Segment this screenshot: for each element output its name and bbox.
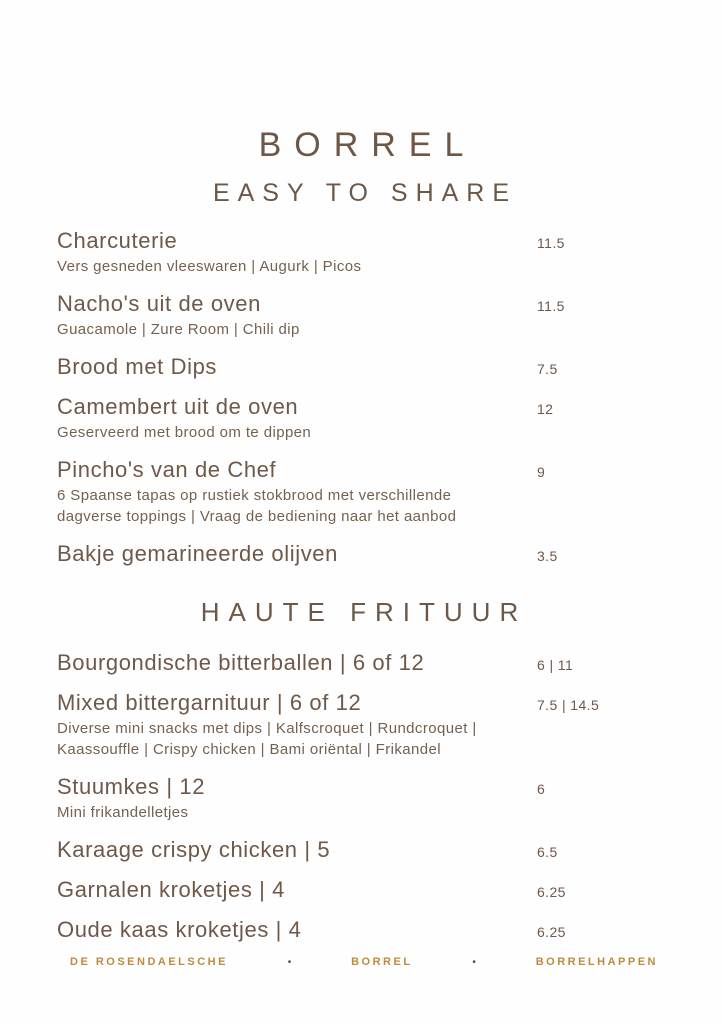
item-main	[57, 541, 537, 567]
item-description: Guacamole | Zure Room | Chili dip	[57, 321, 300, 338]
menu-item	[57, 877, 662, 903]
menu-item	[57, 354, 662, 380]
item-description: Diverse mini snacks met dips | Kalfscroquet | Rundcroquet | Kaassouffle | Crispy chicken | Bami oriëntal | Frikandel	[57, 720, 477, 758]
item-main	[57, 877, 537, 903]
item-name: Camembert uit de oven	[57, 394, 299, 419]
section-heading: HAUTE FRITUUR	[200, 597, 528, 627]
item-price: 11.5	[537, 235, 565, 251]
item-price: 11.5	[537, 298, 565, 314]
item-main	[57, 457, 537, 527]
footer-brand: DE ROSENDAELSCHE	[70, 956, 228, 968]
item-main	[57, 690, 537, 760]
item-name: Nacho's uit de oven	[57, 291, 261, 316]
item-price: 6.25	[537, 884, 566, 900]
item-name: Charcuterie	[57, 228, 178, 253]
item-name: Brood met Dips	[57, 354, 218, 379]
menu-item	[57, 774, 662, 823]
item-price: 7.5 | 14.5	[537, 697, 600, 713]
item-main	[57, 650, 537, 676]
footer-menu-name: BORREL	[351, 956, 413, 968]
section-haute-frituur	[57, 597, 662, 943]
menu-item	[57, 837, 662, 863]
item-description: 6 Spaanse tapas op rustiek stokbrood met verschillende dagverse toppings | Vraag de bediening naar het aanbod	[57, 487, 457, 525]
item-name: Oude kaas kroketjes | 4	[57, 917, 302, 942]
item-main	[57, 774, 537, 823]
item-main	[57, 228, 537, 277]
item-price: 9	[537, 464, 546, 480]
item-main	[57, 394, 537, 443]
menu-item	[57, 291, 662, 340]
menu-body	[0, 208, 722, 943]
item-price: 7.5	[537, 361, 558, 377]
item-main	[57, 354, 537, 380]
item-name: Stuumkes | 12	[57, 774, 206, 799]
item-price: 6 | 11	[537, 657, 574, 673]
item-price: 6.25	[537, 924, 566, 940]
page-title: BORREL	[258, 126, 477, 164]
item-description: Mini frikandelletjes	[57, 804, 189, 821]
menu-footer	[0, 956, 722, 968]
menu-item	[57, 457, 662, 527]
item-name: Karaage crispy chicken | 5	[57, 837, 331, 862]
menu-item	[57, 541, 662, 567]
section-easy-to-share	[57, 228, 662, 567]
menu-item	[57, 650, 662, 676]
item-name: Pincho's van de Chef	[57, 457, 277, 482]
item-name: Mixed bittergarnituur | 6 of 12	[57, 690, 362, 715]
item-main	[57, 291, 537, 340]
item-main	[57, 917, 537, 943]
item-description: Geserveerd met brood om te dippen	[57, 424, 312, 441]
footer-separator-dot: •	[287, 956, 292, 968]
item-price: 12	[537, 401, 554, 417]
item-price: 3.5	[537, 548, 558, 564]
menu-item	[57, 690, 662, 760]
item-main	[57, 837, 537, 863]
footer-section-name: BORRELHAPPEN	[535, 956, 658, 968]
item-name: Garnalen kroketjes | 4	[57, 877, 286, 902]
menu-item	[57, 394, 662, 443]
footer-separator-dot: •	[472, 956, 476, 968]
menu-header	[0, 0, 722, 208]
page-subtitle: EASY TO SHARE	[212, 179, 518, 207]
menu-item	[57, 917, 662, 943]
item-name: Bourgondische bitterballen | 6 of 12	[57, 650, 425, 675]
item-price: 6	[537, 781, 546, 797]
item-price: 6.5	[537, 844, 558, 860]
item-name: Bakje gemarineerde olijven	[57, 541, 338, 566]
menu-item	[57, 228, 662, 277]
item-description: Vers gesneden vleeswaren | Augurk | Picos	[57, 258, 362, 275]
